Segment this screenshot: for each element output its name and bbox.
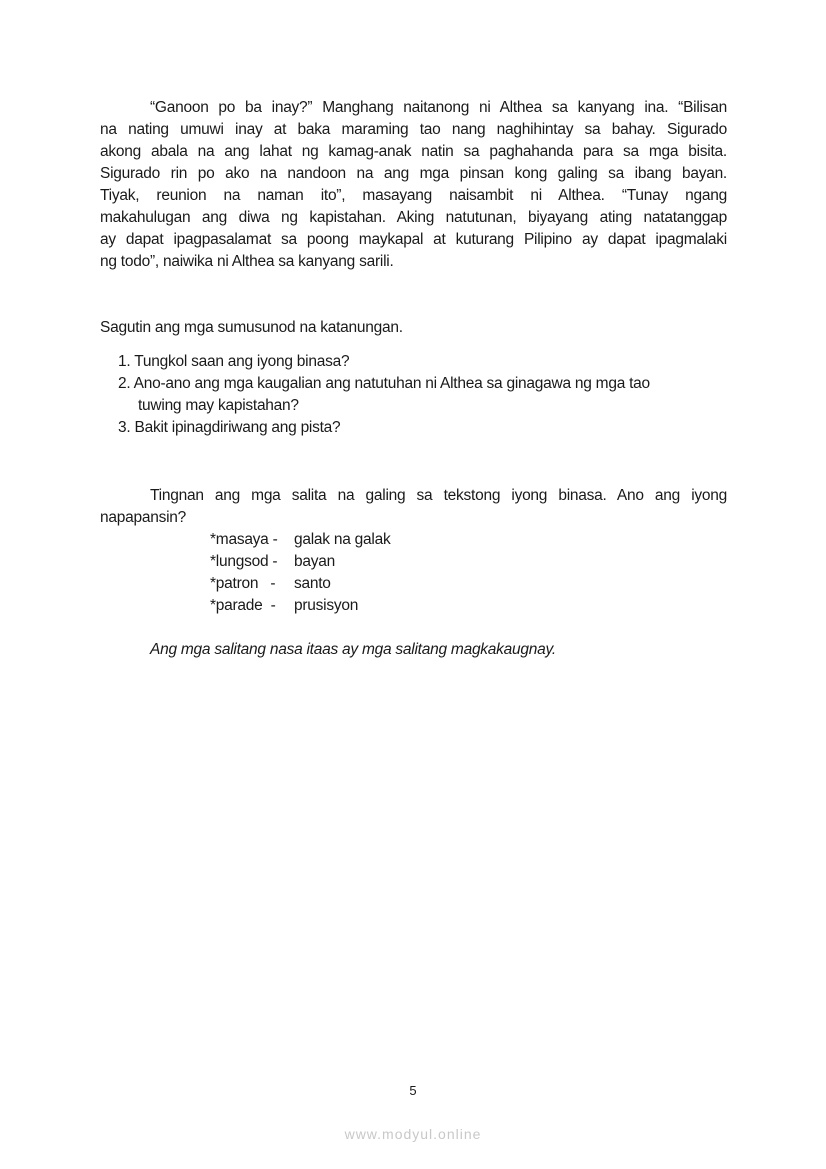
question-item: 1. Tungkol saan ang iyong binasa?: [118, 353, 350, 370]
footer-watermark: www.modyul.online: [344, 1126, 482, 1142]
paragraph-line: Sigurado rin po ako na nandoon na ang mga pinsan kong galing sa ibang bayan.: [100, 165, 727, 182]
paragraph-line: “Ganoon po ba inay?” Manghang naitanong ni Althea sa kanyang ina. “Bilisan: [150, 99, 727, 116]
meaning: bayan: [294, 553, 335, 570]
word: *masaya -: [210, 531, 278, 548]
question-item: 2. Ano-ano ang mga kaugalian ang natutuhan ni Althea sa ginagawa ng mga tao: [118, 375, 650, 392]
words-intro: Tingnan ang mga salita na galing sa tekstong iyong binasa. Ano ang iyong: [150, 487, 727, 504]
page-number: 5: [409, 1083, 417, 1098]
paragraph-line: ay dapat ipagpasalamat sa poong maykapal at kuturang Pilipino ay dapat ipagmalaki: [100, 231, 727, 248]
word: *parade -: [210, 597, 276, 614]
meaning: santo: [294, 575, 331, 592]
word-pair: [210, 530, 390, 550]
conclusion: Ang mga salitang nasa itaas ay mga salitang magkakaugnay.: [150, 641, 556, 658]
word-pair: [210, 596, 358, 616]
questions-instruction: Sagutin ang mga sumusunod na katanungan.: [100, 319, 403, 336]
meaning: prusisyon: [294, 597, 359, 614]
paragraph-line: ng todo”, naiwika ni Althea sa kanyang sarili.: [100, 253, 394, 270]
word: *patron -: [210, 575, 276, 592]
paragraph-line: akong abala na ang lahat ng kamag-anak natin sa paghahanda para sa mga bisita.: [100, 143, 727, 160]
word-pair: [210, 574, 331, 594]
paragraph-line: na nating umuwi inay at baka maraming tao nang naghihintay sa bahay. Sigurado: [100, 121, 727, 138]
question-item: 3. Bakit ipinagdiriwang ang pista?: [118, 419, 341, 436]
paragraph-line: makahulugan ang diwa ng kapistahan. Aking natutunan, biyayang ating natatanggap: [100, 209, 727, 226]
paragraph-line: Tiyak, reunion na naman ito”, masayang naisambit ni Althea. “Tunay ngang: [100, 187, 727, 204]
words-intro-cont: napapansin?: [100, 509, 187, 526]
word: *lungsod -: [210, 553, 278, 570]
meaning: galak na galak: [294, 531, 391, 548]
word-pair: [210, 552, 335, 572]
question-item-continuation: tuwing may kapistahan?: [138, 397, 299, 414]
